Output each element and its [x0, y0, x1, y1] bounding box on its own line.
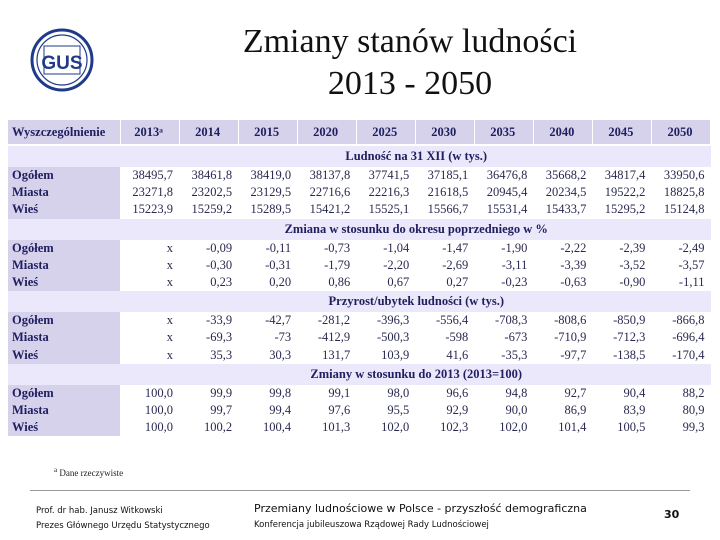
table-cell: 0,86 — [297, 274, 356, 291]
column-header-year: 2014 — [179, 120, 238, 145]
table-cell: -710,9 — [533, 329, 592, 346]
table-cell: 36476,8 — [474, 167, 533, 184]
table-cell: -866,8 — [651, 312, 710, 329]
table-cell: -1,90 — [474, 240, 533, 257]
table-cell: -1,47 — [415, 240, 474, 257]
footnote-text: Dane rzeczywiste — [59, 468, 124, 478]
gus-logo-icon — [30, 28, 94, 92]
table-row — [8, 201, 711, 218]
table-cell: 90,4 — [592, 385, 651, 402]
table-cell: 101,3 — [297, 419, 356, 436]
section-heading: Przyrost/ubytek ludności (w tys.) — [8, 291, 711, 312]
table-cell: 41,6 — [415, 347, 474, 364]
table-cell: 15124,8 — [651, 201, 710, 218]
column-header-label: Wyszczególnienie — [8, 120, 120, 145]
table-cell: -0,11 — [238, 240, 297, 257]
table-cell: 100,0 — [120, 385, 179, 402]
presentation-title: Przemiany ludnościowe w Polsce - przyszłość demograficzna — [254, 502, 587, 515]
table-cell: 98,0 — [356, 385, 415, 402]
table-cell: -808,6 — [533, 312, 592, 329]
table-row — [8, 312, 711, 329]
table-cell: 100,4 — [238, 419, 297, 436]
table-cell: -500,3 — [356, 329, 415, 346]
table-cell: 90,0 — [474, 402, 533, 419]
table-cell: 38495,7 — [120, 167, 179, 184]
table-cell: -673 — [474, 329, 533, 346]
table-cell: 83,9 — [592, 402, 651, 419]
table-row — [8, 257, 711, 274]
footnote — [54, 466, 123, 478]
table-row — [8, 385, 711, 402]
table-cell: 23271,8 — [120, 184, 179, 201]
table-row — [8, 167, 711, 184]
table-cell: 88,2 — [651, 385, 710, 402]
table-cell: x — [120, 347, 179, 364]
table-cell: -0,23 — [474, 274, 533, 291]
table-cell: -35,3 — [474, 347, 533, 364]
section-heading: Zmiana w stosunku do okresu poprzedniego w % — [8, 219, 711, 240]
table-cell: 80,9 — [651, 402, 710, 419]
table-row — [8, 419, 711, 436]
table-row — [8, 347, 711, 364]
table-cell: -1,04 — [356, 240, 415, 257]
table-cell: 15433,7 — [533, 201, 592, 218]
column-header-year: 2045 — [592, 120, 651, 145]
table-cell: -33,9 — [179, 312, 238, 329]
gus-logo — [30, 28, 94, 92]
table-cell: 94,8 — [474, 385, 533, 402]
table-cell: -1,79 — [297, 257, 356, 274]
table-cell: -850,9 — [592, 312, 651, 329]
column-header-year: 2025 — [356, 120, 415, 145]
table-cell: 102,0 — [474, 419, 533, 436]
footer-divider — [30, 490, 690, 491]
slide-title-line2: 2013 - 2050 — [327, 65, 493, 102]
table-cell: 0,27 — [415, 274, 474, 291]
section-heading: Ludność na 31 XII (w tys.) — [8, 145, 711, 167]
slide-title-line1: Zmiany stanów ludności — [242, 23, 578, 60]
table-cell: -2,20 — [356, 257, 415, 274]
table-cell: 30,3 — [238, 347, 297, 364]
table-row — [8, 184, 711, 201]
table-cell: x — [120, 274, 179, 291]
table-cell: 35668,2 — [533, 167, 592, 184]
author-position: Prezes Głównego Urzędu Statystycznego — [36, 521, 210, 531]
table-cell: 0,67 — [356, 274, 415, 291]
page-number: 30 — [664, 508, 680, 521]
table-cell: 18825,8 — [651, 184, 710, 201]
table-cell: 99,4 — [238, 402, 297, 419]
table-cell: 99,8 — [238, 385, 297, 402]
header-row — [8, 120, 711, 145]
table-cell: 97,6 — [297, 402, 356, 419]
row-label: Miasta — [8, 184, 120, 201]
column-header-year: 2050 — [651, 120, 710, 145]
conference-name: Konferencja jubileuszowa Rządowej Rady Ludnościowej — [254, 520, 489, 530]
table-cell: 102,3 — [415, 419, 474, 436]
table-cell: -2,39 — [592, 240, 651, 257]
table-cell: 100,0 — [120, 402, 179, 419]
table-cell: 15421,2 — [297, 201, 356, 218]
row-label: Miasta — [8, 329, 120, 346]
table-cell: -0,30 — [179, 257, 238, 274]
column-header-year: 2035 — [474, 120, 533, 145]
table-cell: 37185,1 — [415, 167, 474, 184]
table-row — [8, 329, 711, 346]
row-label: Wieś — [8, 274, 120, 291]
table-cell: 15525,1 — [356, 201, 415, 218]
column-header-year: 2013ᵃ — [120, 120, 179, 145]
table-cell: -556,4 — [415, 312, 474, 329]
table-cell: 102,0 — [356, 419, 415, 436]
table-cell: -2,22 — [533, 240, 592, 257]
table-cell: 99,9 — [179, 385, 238, 402]
column-header-year: 2040 — [533, 120, 592, 145]
table-cell: x — [120, 257, 179, 274]
table-cell: -0,73 — [297, 240, 356, 257]
table-cell: -0,63 — [533, 274, 592, 291]
table-cell: 23202,5 — [179, 184, 238, 201]
section-heading-row — [8, 364, 711, 385]
table-cell: 15566,7 — [415, 201, 474, 218]
row-label: Wieś — [8, 419, 120, 436]
column-header-year: 2015 — [238, 120, 297, 145]
table-cell: -138,5 — [592, 347, 651, 364]
table-cell: 100,5 — [592, 419, 651, 436]
table-cell: 100,0 — [120, 419, 179, 436]
section-heading-row — [8, 219, 711, 240]
table-cell: 22216,3 — [356, 184, 415, 201]
table-cell: 20234,5 — [533, 184, 592, 201]
column-header-year: 2020 — [297, 120, 356, 145]
table-cell: 99,7 — [179, 402, 238, 419]
table-cell: 21618,5 — [415, 184, 474, 201]
table-cell: -281,2 — [297, 312, 356, 329]
table-cell: 99,1 — [297, 385, 356, 402]
table-cell: 15289,5 — [238, 201, 297, 218]
table-cell: 95,5 — [356, 402, 415, 419]
table-cell: 38137,8 — [297, 167, 356, 184]
table-cell: -0,09 — [179, 240, 238, 257]
table-cell: -42,7 — [238, 312, 297, 329]
row-label: Miasta — [8, 402, 120, 419]
section-heading-row — [8, 291, 711, 312]
table-cell: -598 — [415, 329, 474, 346]
row-label: Ogółem — [8, 167, 120, 184]
table-row — [8, 274, 711, 291]
table-cell: 34817,4 — [592, 167, 651, 184]
table-row — [8, 240, 711, 257]
table-cell: 15259,2 — [179, 201, 238, 218]
table-cell: 23129,5 — [238, 184, 297, 201]
table-cell: 15223,9 — [120, 201, 179, 218]
table-cell: 33950,6 — [651, 167, 710, 184]
table-cell: 35,3 — [179, 347, 238, 364]
footnote-mark: a — [54, 466, 58, 474]
table-cell: -3,39 — [533, 257, 592, 274]
table-cell: 92,7 — [533, 385, 592, 402]
table-cell: x — [120, 312, 179, 329]
row-label: Wieś — [8, 347, 120, 364]
table-cell: 38419,0 — [238, 167, 297, 184]
population-table — [8, 120, 711, 436]
table-cell: 92,9 — [415, 402, 474, 419]
table-cell: -2,49 — [651, 240, 710, 257]
table-cell: -0,90 — [592, 274, 651, 291]
table-cell: 96,6 — [415, 385, 474, 402]
table-cell: -1,11 — [651, 274, 710, 291]
table-cell: 100,2 — [179, 419, 238, 436]
row-label: Miasta — [8, 257, 120, 274]
table-cell: -412,9 — [297, 329, 356, 346]
table-cell: 22716,6 — [297, 184, 356, 201]
section-heading: Zmiany w stosunku do 2013 (2013=100) — [8, 364, 711, 385]
table-cell: 20945,4 — [474, 184, 533, 201]
table-cell: 86,9 — [533, 402, 592, 419]
table-cell: -696,4 — [651, 329, 710, 346]
table-cell: x — [120, 329, 179, 346]
author-name: Prof. dr hab. Janusz Witkowski — [36, 506, 163, 516]
table-cell: -97,7 — [533, 347, 592, 364]
table-cell: 101,4 — [533, 419, 592, 436]
table-cell: -396,3 — [356, 312, 415, 329]
table-cell: 99,3 — [651, 419, 710, 436]
row-label: Ogółem — [8, 385, 120, 402]
table-cell: 15295,2 — [592, 201, 651, 218]
table-cell: 19522,2 — [592, 184, 651, 201]
table-cell: x — [120, 240, 179, 257]
table-cell: 0,20 — [238, 274, 297, 291]
table-cell: -69,3 — [179, 329, 238, 346]
row-label: Ogółem — [8, 240, 120, 257]
gus-logo-text: GUS — [41, 53, 83, 74]
table-cell: -708,3 — [474, 312, 533, 329]
table-cell: 15531,4 — [474, 201, 533, 218]
footer-author — [36, 504, 210, 534]
section-heading-row — [8, 145, 711, 167]
population-data-table — [8, 120, 711, 436]
table-cell: -3,57 — [651, 257, 710, 274]
row-label: Ogółem — [8, 312, 120, 329]
row-label: Wieś — [8, 201, 120, 218]
table-cell: -73 — [238, 329, 297, 346]
table-cell: 38461,8 — [179, 167, 238, 184]
table-cell: 103,9 — [356, 347, 415, 364]
table-row — [8, 402, 711, 419]
table-cell: 131,7 — [297, 347, 356, 364]
table-cell: -0,31 — [238, 257, 297, 274]
table-cell: -712,3 — [592, 329, 651, 346]
table-cell: -2,69 — [415, 257, 474, 274]
table-cell: -3,11 — [474, 257, 533, 274]
table-cell: -3,52 — [592, 257, 651, 274]
table-cell: 37741,5 — [356, 167, 415, 184]
table-cell: 0,23 — [179, 274, 238, 291]
table-cell: -170,4 — [651, 347, 710, 364]
column-header-year: 2030 — [415, 120, 474, 145]
